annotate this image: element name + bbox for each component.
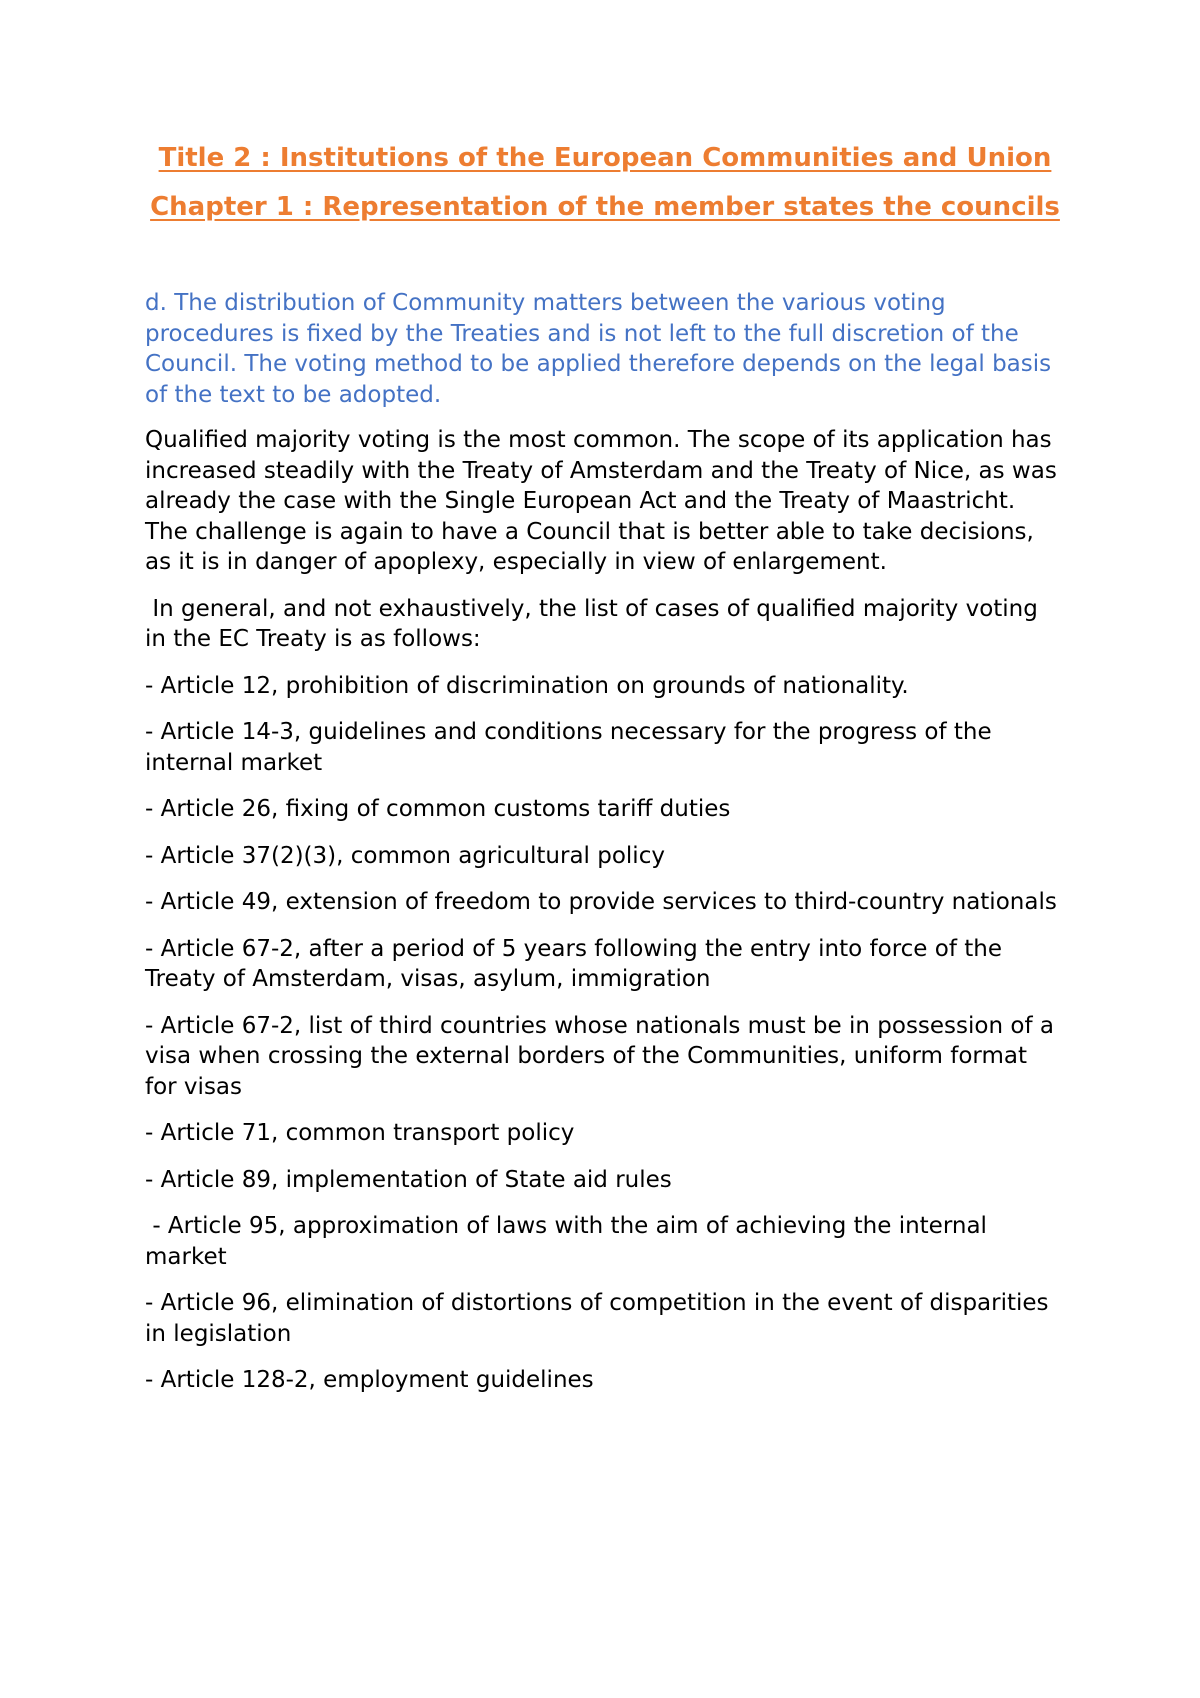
title-heading: Title 2 : Institutions of the European Communities and Union: [158, 143, 1052, 173]
article-item: - Article 128-2, employment guidelines: [145, 1367, 594, 1393]
article-item: - Article 89, implementation of State aid rules: [145, 1166, 672, 1193]
article-item: - Article 12, prohibition of discrimination on grounds of nationality.: [145, 672, 909, 699]
chapter-heading: Chapter 1 : Representation of the member states the councils: [150, 192, 1060, 222]
article-item: - Article 26, fixing of common customs tariff duties: [145, 796, 731, 822]
document-content: [145, 140, 1065, 1412]
intro-paragraph: d. The distribution of Community matters between the various voting procedures is fixed by the Treaties and is not left to the full discretion of the Council. The voting method to be applied therefore depends on the legal basis of the text to be adopted.: [145, 290, 1052, 408]
article-item: - Article 67-2, after a period of 5 years following the entry into force of the Treaty of Amsterdam, visas, asylum, immigration: [145, 935, 1002, 992]
body-paragraph: Qualified majority voting is the most common. The scope of its application has increased steadily with the Treaty of Amsterdam and the Treaty of Nice, as was already the case with the Single European Act and the Treaty of Maastricht. The challenge is again to have a Council that is better able to take decisions, as it is in danger of apoplexy, especially in view of enlargement.: [145, 427, 1057, 575]
article-item: - Article 71, common transport policy: [145, 1120, 575, 1146]
article-list: [145, 671, 1065, 1396]
article-item: - Article 49, extension of freedom to provide services to third-country nationals: [145, 889, 1057, 915]
body-paragraph: In general, and not exhaustively, the list of cases of qualified majority voting in the EC Treaty is as follows:: [145, 595, 1046, 652]
article-item: - Article 67-2, list of third countries whose nationals must be in possession of a visa when crossing the external borders of the Communities, uniform format for visas: [145, 1012, 1054, 1100]
article-item: - Article 95, approximation of laws with the aim of achieving the internal market: [145, 1213, 995, 1270]
article-item: - Article 96, elimination of distortions of competition in the event of disparities in legislation: [145, 1290, 1049, 1347]
article-item: - Article 14-3, guidelines and conditions necessary for the progress of the internal market: [145, 719, 992, 776]
article-item: - Article 37(2)(3), common agricultural policy: [145, 842, 665, 869]
